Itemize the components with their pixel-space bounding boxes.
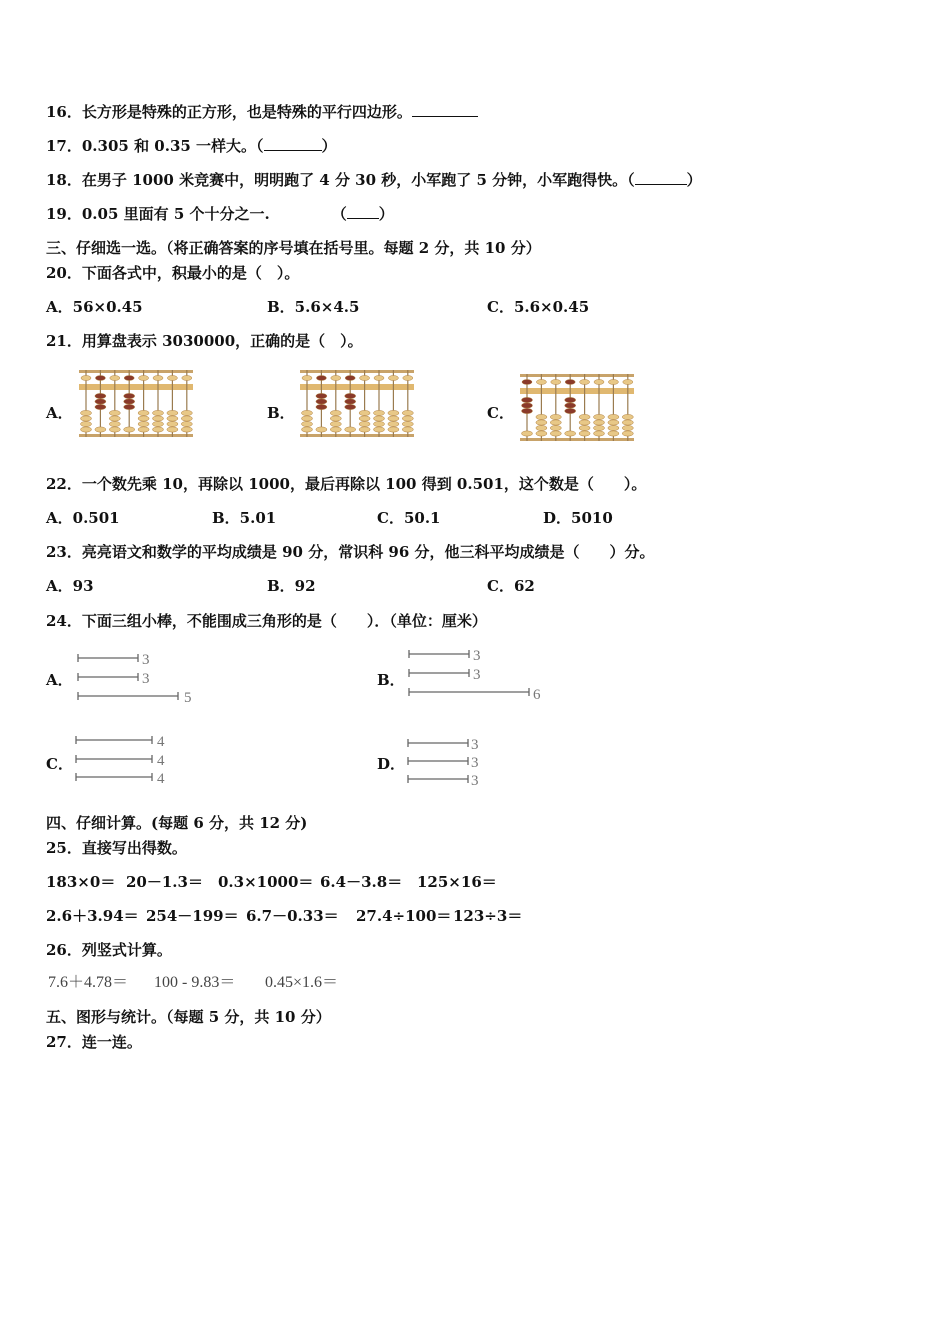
sticks-group-c [72,730,182,788]
q22-option-d[interactable]: D．5010 [543,509,613,527]
sticks-group-b [405,644,550,702]
q23-option-c[interactable]: C．62 [487,577,535,595]
q17-text: 17．0.305 和 0.35 一样大。（ [46,137,264,155]
q23-option-a[interactable]: A．93 [46,577,94,595]
sticks-group-a [74,646,204,706]
stick-a2-length: 3 [142,671,150,687]
q22-option-a[interactable]: A．0.501 [46,509,120,527]
q22-option-c[interactable]: C．50.1 [377,509,441,527]
q26-expr-1: 7.6＋4.78＝ [48,974,129,991]
question-26: 26．列竖式计算。 [46,941,172,959]
q24-option-d-label[interactable]: D． [377,755,406,773]
q25-calc-9: 27.4÷100＝ [356,907,452,925]
q17-answer-blank[interactable] [264,136,322,151]
question-17 [46,136,337,156]
q25-calc-2: 20－1.3＝ [126,873,203,891]
q20-option-a[interactable]: A．56×0.45 [46,298,143,316]
q21-option-b-label[interactable]: B． [267,404,295,422]
q26-expr-3: 0.45×1.6＝ [265,974,339,991]
stick-b2-length: 3 [473,667,481,683]
q17-close: ） [321,137,337,155]
stick-a3-length: 5 [184,690,192,706]
q24-option-c-label[interactable]: C． [46,755,73,773]
q18-text: 18．在男子 1000 米竞赛中，明明跑了 4 分 30 秒，小军跑了 5 分钟，小军跑得快。（ [46,171,635,189]
q18-close: ） [686,171,702,189]
stick-d3-length: 3 [471,773,479,789]
q25-calc-4: 6.4－3.8＝ [320,873,403,891]
q24-option-a-label[interactable]: A． [46,671,73,689]
stick-d1-length: 3 [471,737,479,753]
question-18 [46,170,702,190]
q24-option-b-label[interactable]: B． [377,671,405,689]
stick-a1-length: 3 [142,652,150,668]
question-25: 25．直接写出得数。 [46,839,187,857]
q25-calc-1: 183×0＝ [46,873,116,891]
question-20: 20．下面各式中，积最小的是（ ）。 [46,264,300,282]
question-24: 24．下面三组小棒，不能围成三角形的是（ ）．（单位：厘米） [46,612,487,630]
q25-calc-8: 6.7－0.33＝ [246,907,339,925]
q16-text: 16．长方形是特殊的正方形，也是特殊的平行四边形。 [46,103,412,121]
q25-calc-5: 125×16＝ [417,873,497,891]
abacus-c-image [519,370,635,444]
stick-c2-length: 4 [157,753,165,769]
q21-option-c-label[interactable]: C． [487,404,514,422]
sticks-group-d [404,732,504,790]
q20-option-b[interactable]: B．5.6×4.5 [267,298,360,316]
stick-b3-length: 6 [533,687,541,702]
q21-option-a-label[interactable]: A． [46,404,73,422]
stick-c1-length: 4 [157,734,165,750]
q19-text: 19．0.05 里面有 5 个十分之一. [46,205,270,223]
abacus-a-image [78,366,194,440]
question-27: 27．连一连。 [46,1033,142,1051]
question-23: 23．亮亮语文和数学的平均成绩是 90 分，常识科 96 分，他三科平均成绩是（ ）分。 [46,543,655,561]
question-22: 22．一个数先乘 10，再除以 1000，最后再除以 100 得到 0.501，这个数是（ ）。 [46,475,647,493]
q20-option-c[interactable]: C．5.6×0.45 [487,298,590,316]
q26-expr-2: 100 - 9.83＝ [154,974,236,991]
section-5-title: 五、图形与统计。（每题 5 分，共 10 分） [46,1008,331,1026]
question-16 [46,102,478,122]
q19-close: ） [378,205,394,223]
question-21: 21．用算盘表示 3030000，正确的是（ ）。 [46,332,363,350]
section-3-title: 三、仔细选一选。（将正确答案的序号填在括号里。每题 2 分，共 10 分） [46,239,541,257]
question-19 [46,204,394,224]
q19-answer-blank[interactable] [347,204,379,219]
q19-open: （ [331,205,347,223]
q25-calc-3: 0.3×1000＝ [218,873,314,891]
abacus-b-image [299,366,415,440]
stick-d2-length: 3 [471,755,479,771]
q25-calc-7: 254－199＝ [146,907,239,925]
q25-calc-6: 2.6＋3.94＝ [46,907,139,925]
stick-b1-length: 3 [473,648,481,664]
q16-answer-blank[interactable] [412,102,478,117]
q25-calc-10: 123÷3＝ [453,907,523,925]
stick-c3-length: 4 [157,771,165,787]
q23-option-b[interactable]: B．92 [267,577,316,595]
q22-option-b[interactable]: B．5.01 [212,509,277,527]
q18-answer-blank[interactable] [635,170,687,185]
section-4-title: 四、仔细计算。(每题 6 分，共 12 分) [46,814,308,832]
